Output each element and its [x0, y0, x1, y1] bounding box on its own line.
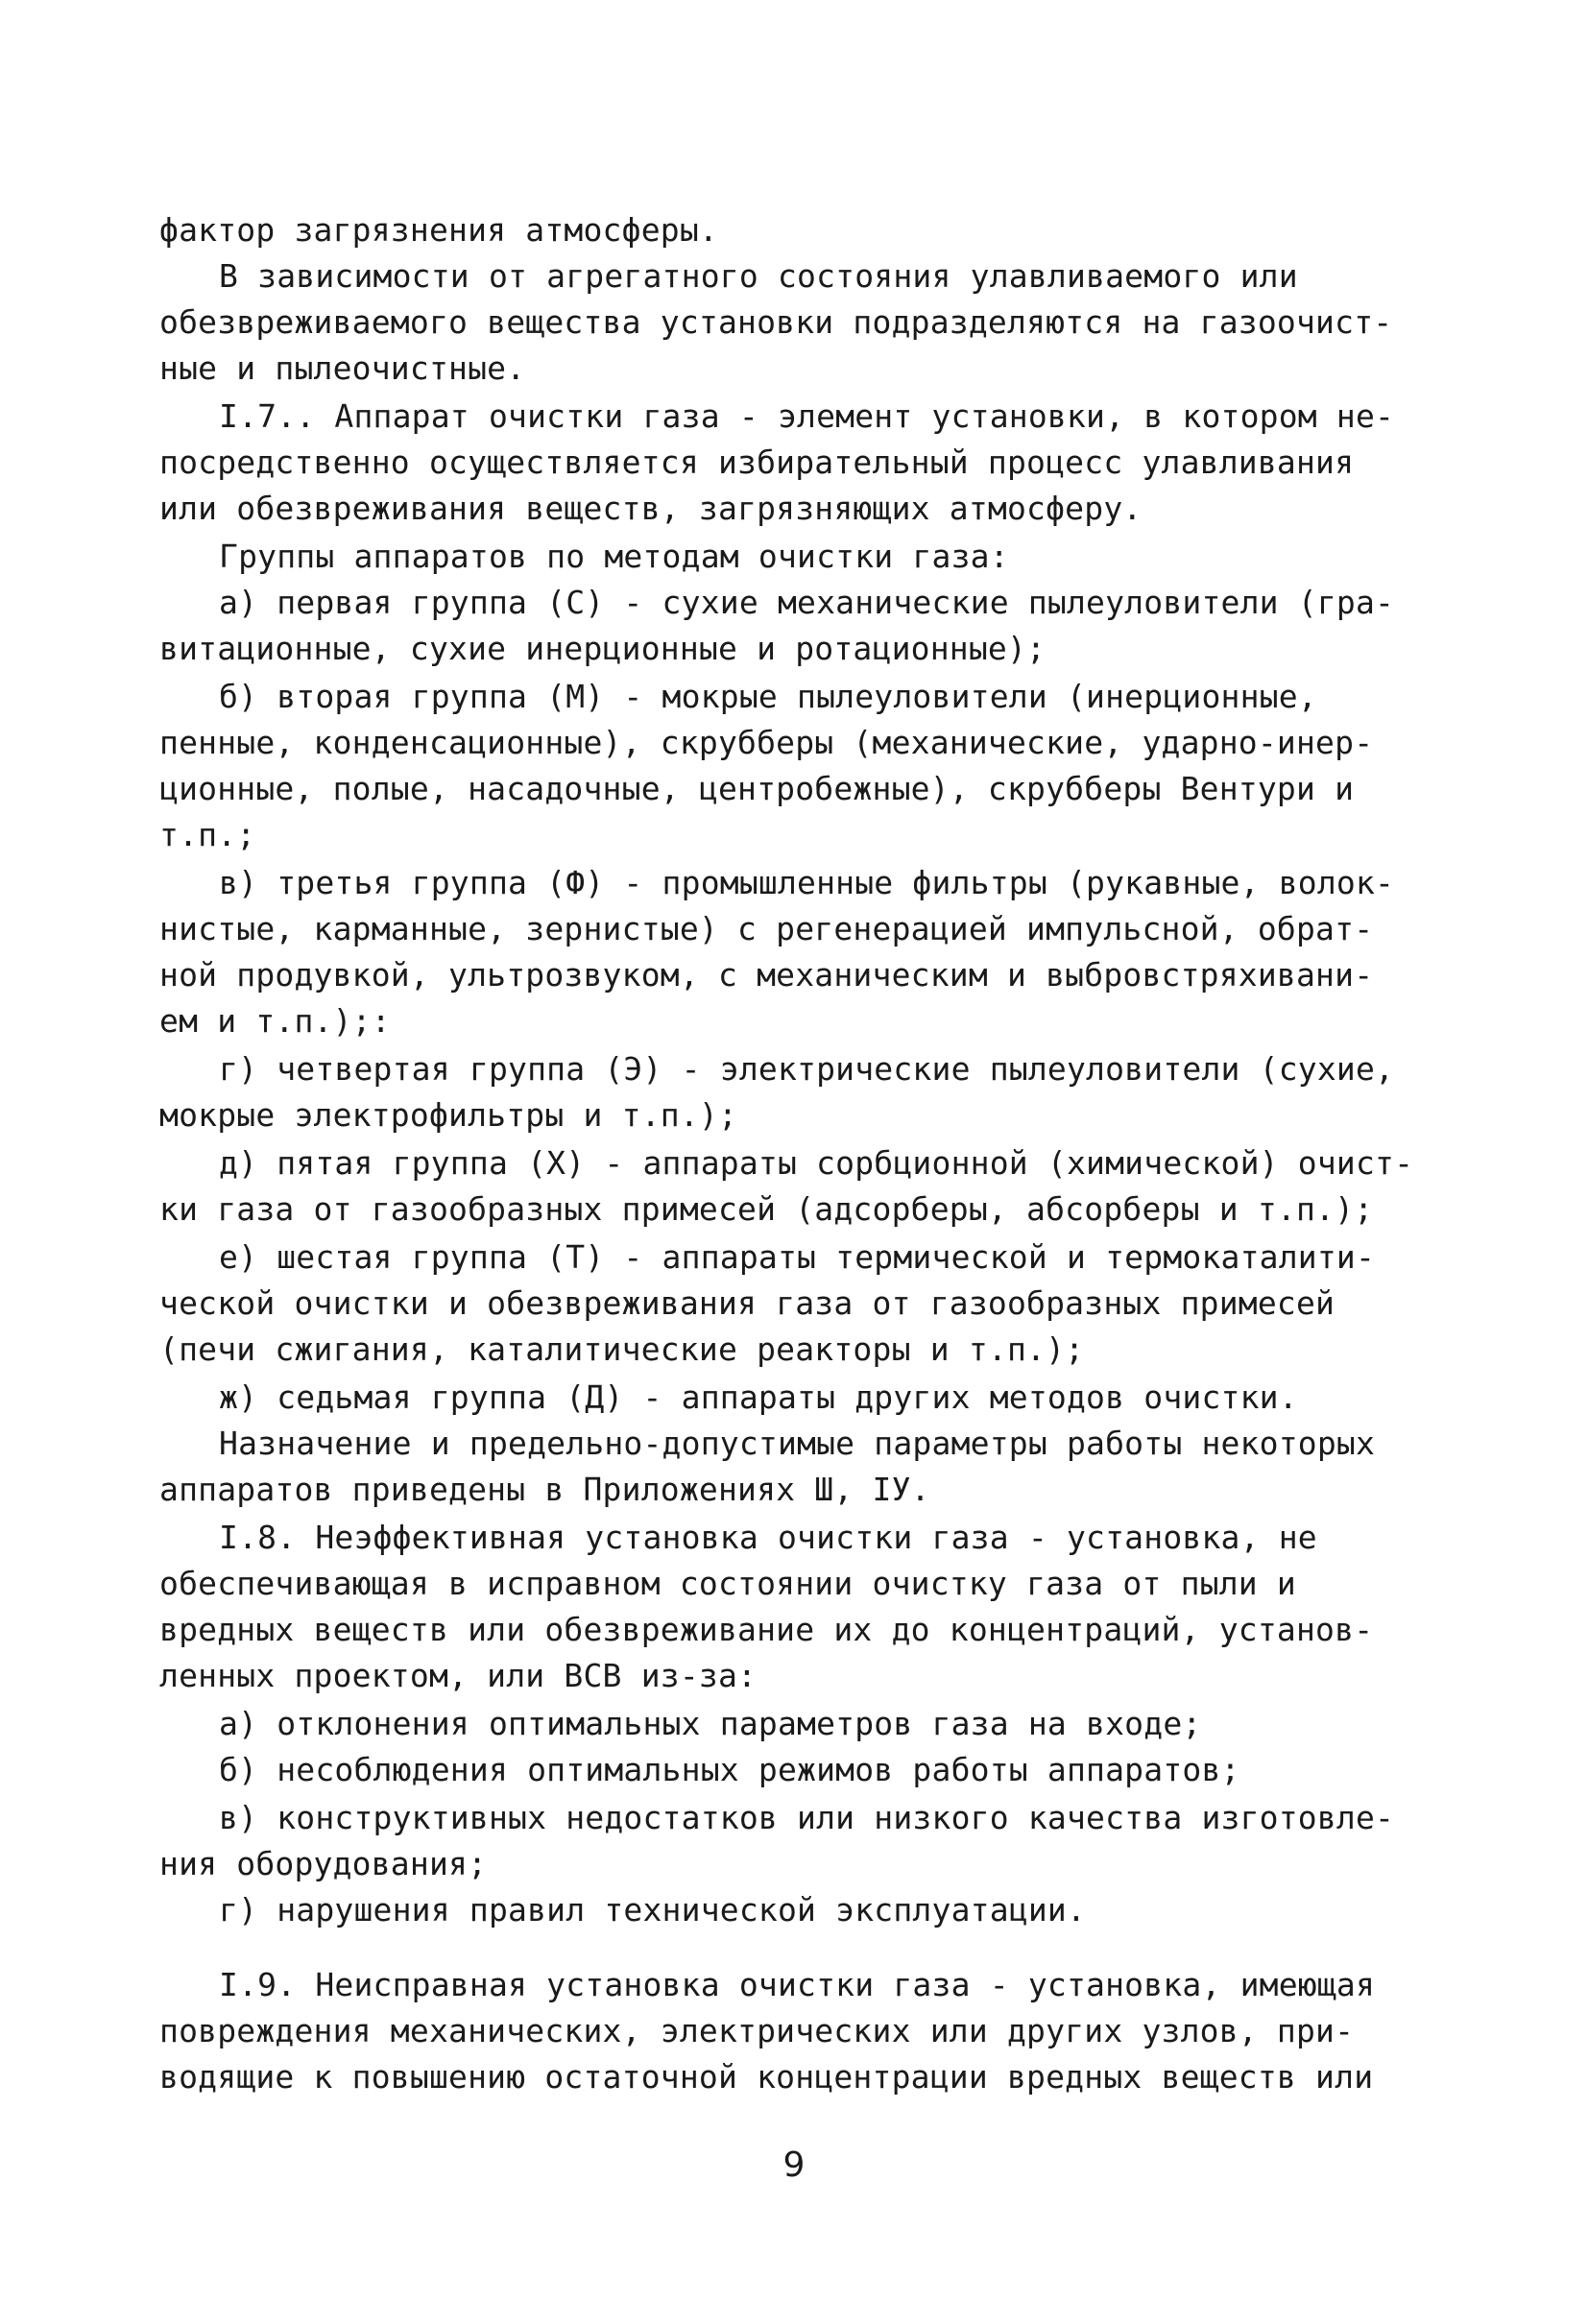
- text-line: I.8. Неэффективная установка очистки газа - установка, не: [219, 1519, 1317, 1556]
- text-line: или обезвреживания веществ, загрязняющих атмосферу.: [159, 490, 1143, 527]
- text-line: в) третья группа (Ф) - промышленные фильтры (рукавные, волок-: [219, 864, 1395, 901]
- text-line: г) нарушения правил технической эксплуатации.: [219, 1891, 1087, 1929]
- text-line: а) отклонения оптимальных параметров газа на входе;: [219, 1705, 1202, 1742]
- text-line: мокрые электрофильтры и т.п.);: [159, 1096, 738, 1134]
- text-line: д) пятая группа (Х) - аппараты сорбционной (химической) очист-: [219, 1144, 1414, 1182]
- text-line: аппаратов приведены в Приложениях Ш, IУ.: [159, 1471, 930, 1508]
- text-line: а) первая группа (С) - сухие механические пылеуловители (гра-: [219, 584, 1395, 621]
- text-line: обезвреживаемого вещества установки подразделяются на газоочист-: [159, 303, 1393, 341]
- text-line: ционные, полые, насадочные, центробежные), скрубберы Вентури и: [159, 770, 1355, 807]
- text-line: пенные, конденсационные), скрубберы (механические, ударно-инер-: [159, 724, 1374, 761]
- text-line: Назначение и предельно-допустимые параметры работы некоторых: [219, 1425, 1376, 1462]
- text-line: ж) седьмая группа (Д) - аппараты других методов очистки.: [219, 1378, 1298, 1416]
- text-line: посредственно осуществляется избирательный процесс улавливания: [159, 443, 1355, 481]
- text-line: ленных проектом, или ВСВ из-за:: [159, 1657, 758, 1694]
- text-line: в) конструктивных недостатков или низкого качества изготовле-: [219, 1799, 1395, 1836]
- text-line: фактор загрязнения атмосферы.: [159, 211, 718, 249]
- text-line: ческой очистки и обезвреживания газа от газообразных примесей: [159, 1284, 1335, 1322]
- text-line: нистые, карманные, зернистые) с регенерацией импульсной, обрат-: [159, 910, 1374, 947]
- text-line: б) несоблюдения оптимальных режимов работы аппаратов;: [219, 1751, 1240, 1788]
- text-line: I.7.. Аппарат очистки газа - элемент установки, в котором не-: [219, 397, 1395, 435]
- text-line: водящие к повышению остаточной концентрации вредных веществ или: [159, 2058, 1374, 2096]
- text-line: Группы аппаратов по методам очистки газа:: [219, 538, 1009, 575]
- text-line: (печи сжигания, каталитические реакторы и т.п.);: [159, 1330, 1085, 1368]
- text-line: обеспечивающая в исправном состоянии очистку газа от пыли и: [159, 1565, 1296, 1602]
- text-line: вредных веществ или обезвреживание их до концентраций, установ-: [159, 1611, 1374, 1648]
- text-line: ной продувкой, ультрозвуком, с механическим и выбровстряхивани-: [159, 956, 1374, 994]
- text-line: витационные, сухие инерционные и ротационные);: [159, 630, 1047, 667]
- text-line: В зависимости от агрегатного состояния улавливаемого или: [219, 257, 1298, 295]
- text-line: ем и т.п.);:: [159, 1002, 391, 1040]
- page-number: 9: [782, 2145, 806, 2185]
- text-line: г) четвертая группа (Э) - электрические пылеуловители (сухие,: [219, 1050, 1395, 1088]
- text-line: т.п.;: [159, 816, 256, 853]
- text-line: б) вторая группа (М) - мокрые пылеуловители (инерционные,: [219, 678, 1317, 715]
- text-line: е) шестая группа (Т) - аппараты термической и термокаталити-: [219, 1238, 1376, 1276]
- text-line: ки газа от газообразных примесей (адсорберы, абсорберы и т.п.);: [159, 1190, 1374, 1228]
- text-line: I.9. Неисправная установка очистки газа - установка, имеющая: [219, 1966, 1376, 2003]
- text-line: ния оборудования;: [159, 1845, 488, 1882]
- text-line: повреждения механических, электрических или других узлов, при-: [159, 2012, 1355, 2049]
- text-line: ные и пылеочистные.: [159, 349, 526, 387]
